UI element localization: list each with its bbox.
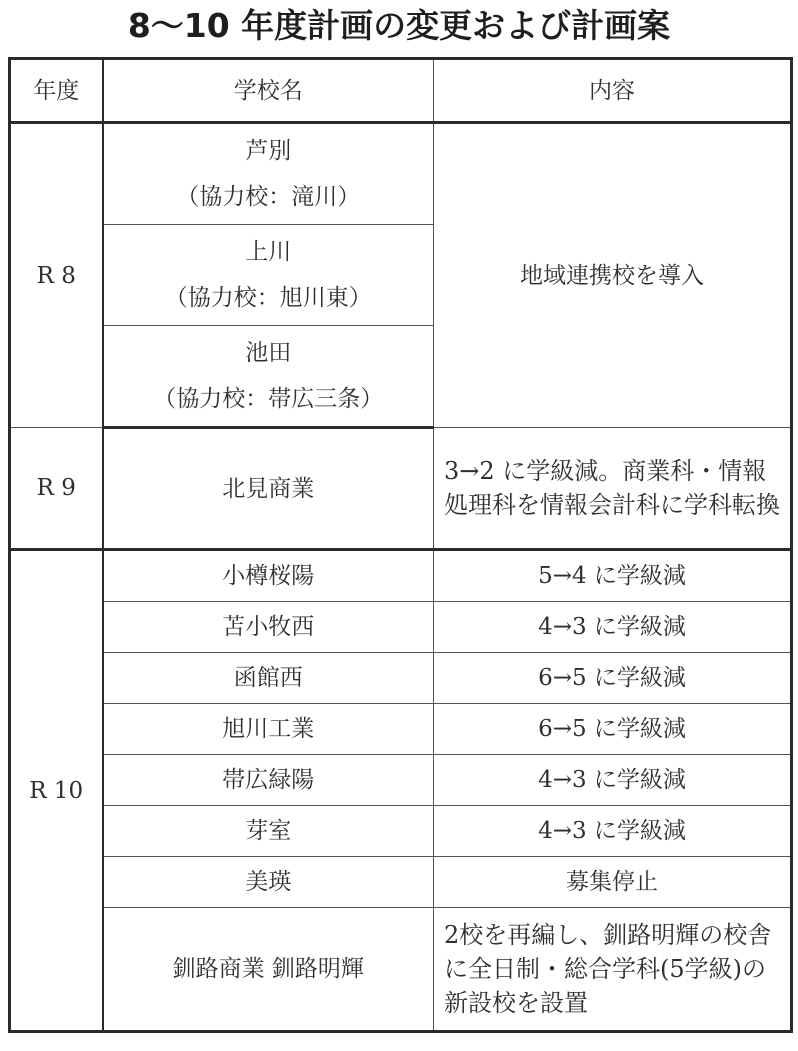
content-cell: 4→3 に学級減 xyxy=(434,755,792,806)
content-cell: 募集停止 xyxy=(434,857,792,908)
header-content: 内容 xyxy=(434,59,792,123)
table-row xyxy=(10,908,792,1032)
content-cell: 4→3 に学級減 xyxy=(434,806,792,857)
year-cell: R 8 xyxy=(10,123,103,428)
content-cell: 6→5 に学級減 xyxy=(434,653,792,704)
content-cell: 3→2 に学級減。商業科・情報処理科を情報会計科に学科転換 xyxy=(434,428,792,550)
content-cell: 4→3 に学級減 xyxy=(434,602,792,653)
table-row xyxy=(10,806,792,857)
school-cell: 芽室 xyxy=(103,806,434,857)
school-cell xyxy=(103,326,434,428)
year-cell: R 10 xyxy=(10,550,103,1032)
partner-school-note: （協力校：帯広三条） xyxy=(153,386,384,412)
table-row xyxy=(10,602,792,653)
content-cell: 6→5 に学級減 xyxy=(434,704,792,755)
school-cell: 小樽桜陽 xyxy=(103,550,434,602)
school-cell: 北見商業 xyxy=(103,428,434,550)
school-name: 池田 xyxy=(245,340,292,366)
content-cell: 5→4 に学級減 xyxy=(434,550,792,602)
table-row xyxy=(10,857,792,908)
school-cell: 帯広緑陽 xyxy=(103,755,434,806)
table-row xyxy=(10,704,792,755)
table-row xyxy=(10,550,792,602)
school-cell: 函館西 xyxy=(103,653,434,704)
table-header-row xyxy=(10,59,792,123)
header-year: 年度 xyxy=(10,59,103,123)
year-cell: R 9 xyxy=(10,428,103,550)
table-row xyxy=(10,755,792,806)
school-cell: 釧路商業 釧路明輝 xyxy=(103,908,434,1032)
header-school: 学校名 xyxy=(103,59,434,123)
partner-school-note: （協力校：滝川） xyxy=(176,184,361,210)
content-cell: 地域連携校を導入 xyxy=(434,123,792,428)
table-row xyxy=(10,428,792,550)
school-cell xyxy=(103,123,434,225)
content-cell: 2校を再編し、釧路明輝の校舎に全日制・総合学科(5学級)の新設校を設置 xyxy=(434,908,792,1032)
school-cell xyxy=(103,225,434,326)
page-title: 8〜10 年度計画の変更および計画案 xyxy=(127,6,671,45)
school-cell: 旭川工業 xyxy=(103,704,434,755)
school-cell: 苫小牧西 xyxy=(103,602,434,653)
school-cell: 美瑛 xyxy=(103,857,434,908)
partner-school-note: （協力校：旭川東） xyxy=(164,285,372,311)
school-name: 芦別 xyxy=(245,138,292,164)
plan-table xyxy=(8,57,793,1033)
table-row xyxy=(10,653,792,704)
school-name: 上川 xyxy=(245,239,292,265)
table-row xyxy=(10,123,792,225)
